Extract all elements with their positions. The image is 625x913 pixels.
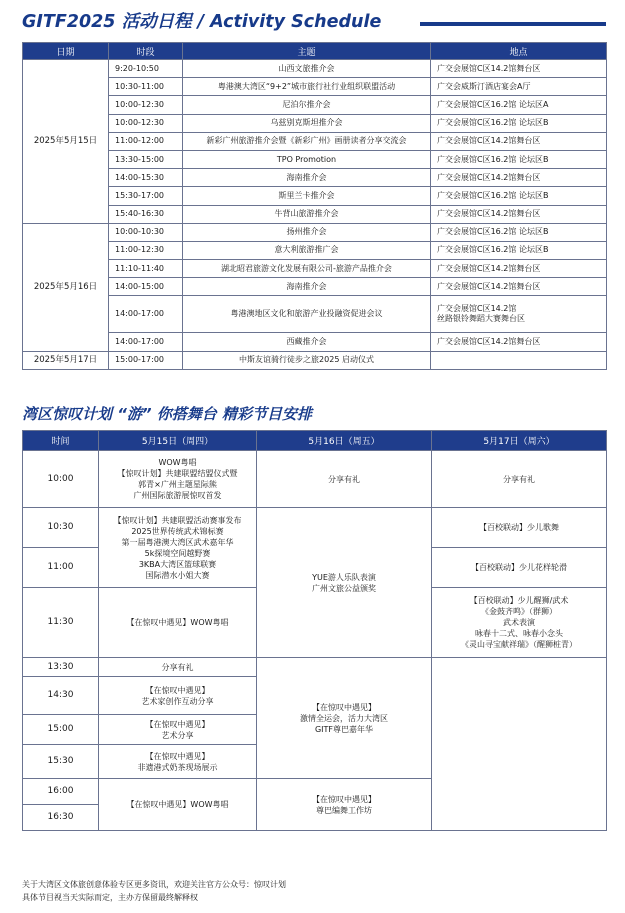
time-cell: 11:00-12:30 [109, 241, 183, 259]
topic-cell: 意大利旅游推广会 [183, 241, 431, 259]
program-cell: 【百校联动】少儿花样轮滑 [432, 548, 607, 588]
place-cell: 广交会展馆C区14.2馆舞台区 [431, 132, 607, 150]
topic-cell: 牛背山旅游推介会 [183, 205, 431, 223]
time-cell: 16:00 [23, 779, 99, 805]
program-cell: 【在惊叹中遇见】 尊巴编舞工作坊 [257, 779, 432, 831]
topic-cell: TPO Promotion [183, 150, 431, 168]
title-bar [22, 8, 606, 36]
activity-schedule-table [22, 42, 607, 370]
table-row [23, 169, 607, 187]
table-row [23, 333, 607, 351]
table-row [23, 351, 607, 369]
time-cell: 10:30 [23, 508, 99, 548]
footer-notes [22, 878, 286, 904]
place-cell: 广交会展馆C区16.2馆 论坛区B [431, 187, 607, 205]
time-cell: 15:30 [23, 745, 99, 779]
col-header-topic: 主题 [183, 43, 431, 60]
program-cell: 【在惊叹中遇见】WOW粤唱 [99, 779, 257, 831]
time-cell: 10:00-12:30 [109, 114, 183, 132]
time-cell: 14:00-15:00 [109, 278, 183, 296]
col-header-time: 时间 [23, 431, 99, 451]
place-cell: 广交会展馆C区16.2馆 论坛区B [431, 241, 607, 259]
table-header-row [23, 431, 607, 451]
table-row [23, 241, 607, 259]
table-row [23, 278, 607, 296]
place-cell: 广交会展馆C区14.2馆舞台区 [431, 260, 607, 278]
topic-cell: 湖北昭君旅游文化发展有限公司-旅游产品推介会 [183, 260, 431, 278]
place-cell: 广交会展馆C区14.2馆 丝路银铃舞蹈大赛舞台区 [431, 296, 607, 333]
table-row [23, 260, 607, 278]
time-cell: 13:30-15:00 [109, 150, 183, 168]
date-cell: 2025年5月17日 [23, 351, 109, 369]
place-cell: 广交会展馆C区14.2馆舞台区 [431, 169, 607, 187]
topic-cell: 海南推介会 [183, 278, 431, 296]
time-cell: 15:00-17:00 [109, 351, 183, 369]
place-cell: 广交会展馆C区14.2馆舞台区 [431, 278, 607, 296]
table-header-row [23, 43, 607, 60]
topic-cell: 海南推介会 [183, 169, 431, 187]
time-cell: 14:00-17:00 [109, 296, 183, 333]
col-header-may17: 5月17日（周六） [432, 431, 607, 451]
place-cell: 广交会展馆C区16.2馆 论坛区B [431, 223, 607, 241]
table-row [23, 205, 607, 223]
table-row [23, 658, 607, 677]
footer-line: 具体节目视当天实际而定，主办方保留最终解释权 [22, 893, 198, 902]
program-cell: 【在惊叹中遇见】 激情全运会，活力大湾区 GITF尊巴嘉年华 [257, 658, 432, 779]
col-header-place: 地点 [431, 43, 607, 60]
page-title: GITF2025 活动日程 / Activity Schedule [22, 12, 382, 32]
time-cell: 15:00 [23, 715, 99, 745]
table-row [23, 60, 607, 78]
time-cell: 10:00-12:30 [109, 96, 183, 114]
program-cell: 【百校联动】少儿歌舞 [432, 508, 607, 548]
topic-cell: 粤港澳地区文化和旅游产业投融资促进会议 [183, 296, 431, 333]
time-cell: 13:30 [23, 658, 99, 677]
place-cell: 广交会展馆C区14.2馆舞台区 [431, 205, 607, 223]
place-cell: 广交会威斯汀酒店宴会A厅 [431, 78, 607, 96]
time-cell: 11:00 [23, 548, 99, 588]
program-cell: 分享有礼 [99, 658, 257, 677]
time-cell: 16:30 [23, 805, 99, 831]
topic-cell: 粤港澳大湾区“9+2”城市旅行社行业组织联盟活动 [183, 78, 431, 96]
topic-cell: 乌兹别克斯坦推介会 [183, 114, 431, 132]
program-cell-empty [432, 658, 607, 831]
time-cell: 10:00 [23, 451, 99, 508]
time-cell: 10:00-10:30 [109, 223, 183, 241]
place-cell: 广交会展馆C区16.2馆 论坛区B [431, 114, 607, 132]
col-header-may16: 5月16日（周五） [257, 431, 432, 451]
table-row [23, 223, 607, 241]
program-cell: 【在惊叹中遇见】 艺术分享 [99, 715, 257, 745]
program-cell: 分享有礼 [432, 451, 607, 508]
time-cell: 11:10-11:40 [109, 260, 183, 278]
time-cell: 14:30 [23, 677, 99, 715]
title-divider [420, 22, 606, 26]
time-cell: 10:30-11:00 [109, 78, 183, 96]
program-cell: 分享有礼 [257, 451, 432, 508]
footer-line: 关于大湾区文体旅创意体验专区更多资讯，欢迎关注官方公众号：惊叹计划 [22, 880, 286, 889]
date-cell: 2025年5月16日 [23, 223, 109, 351]
topic-cell: 西藏推介会 [183, 333, 431, 351]
col-header-may15: 5月15日（周四） [99, 431, 257, 451]
topic-cell: 中斯友谊骑行徒步之旅2025 启动仪式 [183, 351, 431, 369]
place-cell: 广交会展馆C区14.2馆舞台区 [431, 60, 607, 78]
table-row [23, 132, 607, 150]
table-row [23, 187, 607, 205]
time-cell: 15:30-17:00 [109, 187, 183, 205]
program-cell: WOW粤唱 【惊叹计划】共建联盟结盟仪式暨 郭青×广州主题星际熊 广州国际旅游展惊叹首发 [99, 451, 257, 508]
program-cell: 【在惊叹中遇见】 艺术家创作互动分享 [99, 677, 257, 715]
table-row [23, 451, 607, 508]
table-row [23, 296, 607, 333]
date-cell: 2025年5月15日 [23, 60, 109, 224]
topic-cell: 新彩广州旅游推介会暨《新彩广州》画册读者分享交流会 [183, 132, 431, 150]
program-cell: YUE游人乐队表演 广州文旅公益颁奖 [257, 508, 432, 658]
table-row [23, 114, 607, 132]
table-row [23, 508, 607, 548]
place-cell: 广交会展馆C区14.2馆舞台区 [431, 333, 607, 351]
time-cell: 11:00-12:00 [109, 132, 183, 150]
place-cell [431, 351, 607, 369]
col-header-date: 日期 [23, 43, 109, 60]
time-cell: 14:00-15:30 [109, 169, 183, 187]
col-header-time: 时段 [109, 43, 183, 60]
time-cell: 15:40-16:30 [109, 205, 183, 223]
stage-section-title: 湾区惊叹计划 “游” 你搭舞台 精彩节目安排 [22, 405, 312, 423]
topic-cell: 山西文旅推介会 [183, 60, 431, 78]
topic-cell: 尼泊尔推介会 [183, 96, 431, 114]
table-row [23, 150, 607, 168]
place-cell: 广交会展馆C区16.2馆 论坛区A [431, 96, 607, 114]
table-row [23, 96, 607, 114]
place-cell: 广交会展馆C区16.2馆 论坛区B [431, 150, 607, 168]
stage-program-table [22, 430, 607, 831]
program-cell: 【惊叹计划】共建联盟活动赛事发布 2025世界传统武术锦标赛 第一届粤港澳大湾区武术嘉年华 5k探境空间越野赛 3KBA大湾区篮球联赛 国际潜水小姐大赛 [99, 508, 257, 588]
table-row [23, 78, 607, 96]
topic-cell: 扬州推介会 [183, 223, 431, 241]
program-cell: 【百校联动】少儿醒狮/武术 《金鼓齐鸣》（群狮） 武术表演 咏春十二式、咏春小念头 《灵山寻宝献祥瑞》（醒狮桩青） [432, 588, 607, 658]
time-cell: 14:00-17:00 [109, 333, 183, 351]
program-cell: 【在惊叹中遇见】 非遗港式奶茶现场展示 [99, 745, 257, 779]
program-cell: 【在惊叹中遇见】WOW粤唱 [99, 588, 257, 658]
topic-cell: 斯里兰卡推介会 [183, 187, 431, 205]
time-cell: 9:20-10:50 [109, 60, 183, 78]
time-cell: 11:30 [23, 588, 99, 658]
